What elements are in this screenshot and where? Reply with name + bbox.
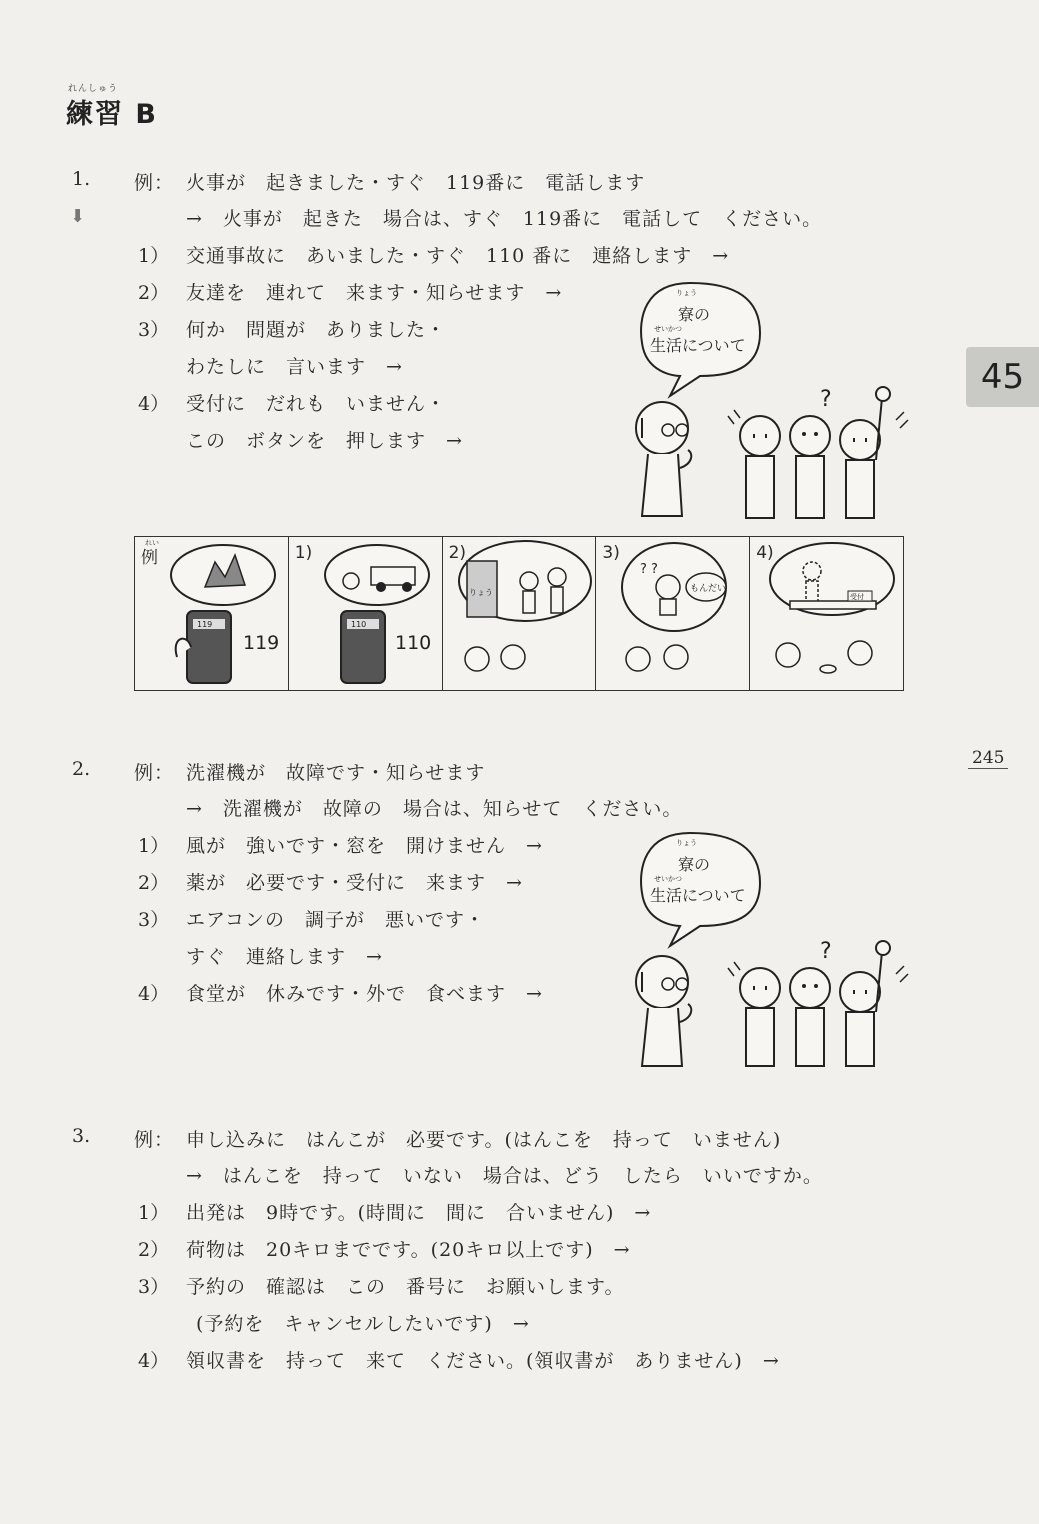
section1-item-text: 友達を 連れて 来ます・知らせます → xyxy=(186,282,563,304)
thought-text: もんだい xyxy=(690,584,727,594)
bubble-furigana: せいかつ xyxy=(654,875,682,883)
section1-item-text: わたしに 言います → xyxy=(186,356,403,378)
section2-example-line2: → 洗濯機が 故障の 場合は、知らせて ください。 xyxy=(186,798,683,820)
section1-item-text: この ボタンを 押します → xyxy=(186,430,463,452)
section1-number: 1. xyxy=(72,168,91,190)
section3-item-text: (予約を キャンセルしたいです) → xyxy=(196,1313,530,1335)
bubble-furigana: りょう xyxy=(676,839,697,847)
section3-item-text: 荷物は 20キロまでです。(20キロ以上です) → xyxy=(186,1239,631,1261)
section3-example-line1: 申し込みに はんこが 必要です。(はんこを 持って いません) xyxy=(186,1129,782,1151)
dorm-life-illustration xyxy=(620,828,920,1073)
picture-4 xyxy=(750,537,903,690)
picture-1 xyxy=(289,537,443,690)
section2-item-num: 2） xyxy=(138,872,170,894)
bubble-line2: 生活について xyxy=(650,886,746,905)
bubble-line2: 生活について xyxy=(650,336,746,355)
section3-item-text: 領収書を 持って 来て ください。(領収書が ありません) → xyxy=(186,1350,780,1372)
section2-item-text: すぐ 連絡します → xyxy=(186,946,383,968)
section3-item-num: 1） xyxy=(138,1202,170,1224)
picture-label-furigana: れい xyxy=(145,539,159,547)
picture-3 xyxy=(596,537,750,690)
section3-example-label: 例： xyxy=(134,1129,175,1151)
section2-item-num: 3） xyxy=(138,909,170,931)
section2-item-text: 食堂が 休みです・外で 食べます → xyxy=(186,983,543,1005)
bubble-furigana: せいかつ xyxy=(654,325,682,333)
picture-example xyxy=(135,537,289,690)
phone-number-text: 119 xyxy=(243,632,280,654)
section3-number: 3. xyxy=(72,1125,91,1147)
dorm-life-illustration xyxy=(620,278,920,523)
phone-screen-text: 110 xyxy=(350,620,367,629)
section2-item-text: 風が 強いです・窓を 開けません → xyxy=(186,835,543,857)
phone-screen-text: 119 xyxy=(197,620,213,629)
down-arrow-icon: ⬇ xyxy=(70,206,86,227)
section3-item-num: 3） xyxy=(138,1276,170,1298)
section3-item-num: 2） xyxy=(138,1239,170,1261)
section1-item-num: 4） xyxy=(138,393,170,415)
question-mark: ? xyxy=(820,387,832,412)
section1-item-text: 何か 問題が ありました・ xyxy=(186,319,447,341)
section3-item-text: 予約の 確認は この 番号に お願いします。 xyxy=(186,1276,625,1298)
section2-example-line1: 洗濯機が 故障です・知らせます xyxy=(186,762,486,784)
picture-label: 3) xyxy=(602,543,620,563)
section2-item-num: 1） xyxy=(138,835,170,857)
section1-item-num: 3） xyxy=(138,319,170,341)
bubble-furigana: りょう xyxy=(676,289,697,297)
title-furigana: れんしゅう xyxy=(68,84,119,94)
bubble-line1: 寮の xyxy=(678,305,711,324)
section3-example-line2: → はんこを 持って いない 場合は、どう したら いいですか。 xyxy=(186,1165,823,1187)
bubble-line1: 寮の xyxy=(678,855,711,874)
section1-item-num: 2） xyxy=(138,282,170,304)
section1-example-line2: → 火事が 起きた 場合は、すぐ 119番に 電話して ください。 xyxy=(186,208,823,230)
sign-text: りょう xyxy=(468,588,493,597)
picture-label: 2) xyxy=(448,543,467,563)
picture-2 xyxy=(443,537,597,690)
section1-item-text: 交通事故に あいました・すぐ 110 番に 連絡します → xyxy=(186,245,730,267)
section3-item-num: 4） xyxy=(138,1350,170,1372)
section2-item-text: 薬が 必要です・受付に 来ます → xyxy=(186,872,523,894)
lesson-tab: 45 xyxy=(966,347,1039,407)
picture-label: 4) xyxy=(756,543,774,563)
sign-text: 受付 xyxy=(850,593,865,601)
question-marks: ? ? xyxy=(640,562,659,577)
section3-item-text: 出発は 9時です。(時間に 間に 合いません) → xyxy=(186,1202,652,1224)
page-title: 練習 B xyxy=(66,99,158,130)
section2-item-num: 4） xyxy=(138,983,170,1005)
picture-strip xyxy=(134,536,904,691)
page-number: 245 xyxy=(968,748,1008,769)
phone-number-text: 110 xyxy=(394,632,432,654)
section2-number: 2. xyxy=(72,758,91,780)
section1-example-label: 例： xyxy=(134,172,175,194)
question-mark: ? xyxy=(820,939,832,964)
section1-item-text: 受付に だれも いません・ xyxy=(186,393,447,415)
picture-label: 1) xyxy=(294,543,313,563)
section2-example-label: 例： xyxy=(134,762,175,784)
section1-item-num: 1） xyxy=(138,245,170,267)
section1-example-line1: 火事が 起きました・すぐ 119番に 電話します xyxy=(186,172,646,194)
section2-item-text: エアコンの 調子が 悪いです・ xyxy=(186,909,486,931)
picture-label: 例 xyxy=(141,548,158,568)
